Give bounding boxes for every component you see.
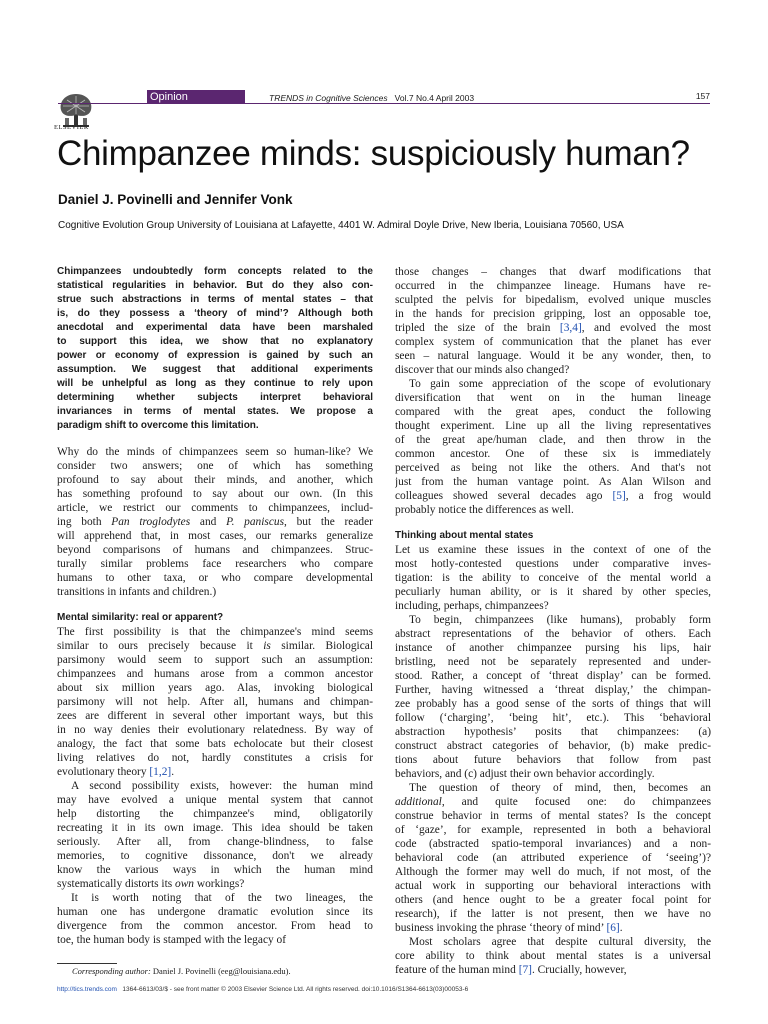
intro-line: has something profound to say about our own. (In this (57, 488, 373, 500)
para5-line: business invoking the phrase ‘theory of mind’ [6]. (395, 922, 623, 934)
para5-line: The question of theory of mind, then, becomes an (409, 782, 711, 794)
para2-line: common ancestor. One of these six is immediately (395, 448, 711, 460)
para2-line: know the various ways in which the human mind (57, 864, 373, 876)
footnote-rule (57, 963, 117, 964)
para3-line: including, perhaps, chimpanzees? (395, 600, 549, 612)
para2-line: diversification that went on in the human lineage (395, 392, 711, 404)
abstract-line: Chimpanzees undoubtedly form concepts related to the (57, 266, 373, 277)
para3-line: peculiarly human ability, or is it shared by other species, (395, 586, 711, 598)
para5-line: additional, and quite focused one: do chimpanzees (395, 796, 711, 808)
intro-line: consider two answers; one of which has something (57, 460, 373, 472)
para6-line: core ability to think about mental states is a universal (395, 950, 711, 962)
footnote-label: Corresponding author: (72, 966, 151, 976)
para4-line: bristling, need not be separately represented and under- (395, 656, 711, 668)
para1-line: zees are different in several other important ways, but this (57, 710, 373, 722)
abstract-line: statistical regularities in behavior. But do they also con- (57, 280, 373, 291)
para1-line: living relatives do not, hardly constitutes a crisis for (57, 752, 373, 764)
para1-line: The first possibility is that the chimpanzee's mind seems (57, 626, 373, 638)
para2-line: recreating it in its own image. This idea should be taken (57, 822, 373, 834)
header-rule (58, 103, 710, 104)
para1-line: analogy, the fact that some bats echolocate but their closest (57, 738, 373, 750)
intro-line: ing both Pan troglodytes and P. paniscus, but the reader (57, 516, 373, 528)
para3-line: It is worth noting that of the two lineages, the (71, 892, 373, 904)
publisher-logo-text: ELSEVIER (54, 124, 89, 131)
para4-line: follow (‘charging’, ‘being hit’, etc.). This ‘behavioral (395, 712, 711, 724)
section-heading: Thinking about mental states (395, 530, 534, 541)
abstract-line: paradigm shift to overcome this limitation. (57, 420, 259, 431)
section-label: Opinion (150, 91, 188, 103)
intro-line: turally similar problems face researchers who compare (57, 558, 373, 570)
intro-line: beyond comparisons of humans and chimpanzees. Struc- (57, 544, 373, 556)
right-column (395, 265, 711, 977)
journal-volume: Vol.7 No.4 April 2003 (394, 93, 475, 103)
para1-line: seen – natural language. Would it be any wonder, then, to (395, 350, 711, 362)
para5-line: actual work in supporting our behavioral interactions with (395, 880, 711, 892)
para1-line: tripled the size of the brain [3,4], and evolved the most (395, 322, 711, 334)
intro-line: profound to say about their minds, and another, which (57, 474, 373, 486)
intro-line: Why do the minds of chimpanzees seem so human-like? We (57, 446, 373, 458)
intro-line: will apprehend that, in most cases, our remarks generalize (57, 530, 373, 542)
paragraph-gap (57, 433, 373, 445)
paragraph-gap (57, 599, 373, 611)
para1-line: in the hands for precision gripping, lost an opposable toe, (395, 308, 711, 320)
paragraph-gap (395, 517, 711, 529)
para4-line: abstract representations of the behavior of others. Each (395, 628, 711, 640)
para6-line: feature of the human mind [7]. Crucially, however, (395, 964, 627, 976)
page-footer (57, 986, 468, 993)
para4-line: Further, having witnessed a ‘threat display,’ the chimpan- (395, 684, 711, 696)
para2-line: perceived as being not like the others. And that's not (395, 462, 711, 474)
abstract-line: invariances in terms of mental states. We propose a (57, 406, 373, 417)
para2-line: thought experiment. Line up all the living representatives (395, 420, 711, 432)
para1-line: chimpanzees and humans arose from a common ancestor (57, 668, 373, 680)
corresponding-author-footnote (72, 966, 291, 976)
abstract-line: power or economy of expression is gained by such an (57, 350, 373, 361)
para3-line: divergence from the common ancestor. From head to (57, 920, 373, 932)
abstract-line: determining whether subjects interpret behavioral (57, 392, 373, 403)
para4-line: tions about future behaviors that follow from past (395, 754, 711, 766)
para2-line: compared with the great apes, conduct the following (395, 406, 711, 418)
journal-url-link[interactable]: http://tics.trends.com (57, 986, 117, 993)
author-affiliation: Cognitive Evolution Group University of Louisiana at Lafayette, 4401 W. Admiral Doyle Drive, New Iberia, Louisiana 70560, USA (58, 220, 624, 231)
para3-line: toe, the human body is stamped with the legacy of (57, 934, 287, 946)
abstract-line: will be unhelpful as long as they continue to rely upon (57, 378, 373, 389)
para5-line: code (abstracted spatio-temporal invariances) and a non- (395, 838, 711, 850)
para4-line: instance of another chimpanzee pursing his lips, hair (395, 642, 711, 654)
para2-line: colleagues showed several decades ago [5], a frog would (395, 490, 711, 502)
footnote-text: Daniel J. Povinelli (eeg@louisiana.edu). (152, 966, 291, 976)
abstract-line: assumption. We suggest that additional experiments (57, 364, 373, 375)
para5-line: Although the former may well do much, if not most, of the (395, 866, 711, 878)
para1-line: parsimony will not help. After all, humans and chimpan- (57, 696, 373, 708)
journal-name: TRENDS in Cognitive Sciences (269, 93, 388, 103)
para3-line: most hotly-contested questions under comparative inves- (395, 558, 711, 570)
para5-line: behavioral code (an attributed experience of ‘seeing’)? (395, 852, 711, 864)
left-column (57, 265, 373, 947)
journal-citation (269, 93, 474, 103)
para1-line: sculpted the pelvis for bipedalism, evolved unique muscles (395, 294, 711, 306)
section-heading: Mental similarity: real or apparent? (57, 612, 224, 623)
para5-line: construe behavior in terms of mental states? Is the concept (395, 810, 711, 822)
para1-line: about six million years ago. Alas, invoking biological (57, 682, 373, 694)
para1-line: similar to ours precisely because it is similar. Biological (57, 640, 373, 652)
article-authors: Daniel J. Povinelli and Jennifer Vonk (58, 192, 293, 207)
intro-line: humans to other taxa, or who compare developmental (57, 572, 373, 584)
para2-line: just from the human vantage point. As Alan Wilson and (395, 476, 711, 488)
intro-line: article, we restrict our comments to chimpanzees, includ- (57, 502, 373, 514)
article-title: Chimpanzee minds: suspiciously human? (57, 134, 690, 173)
abstract-line: anecdotal and experimental data have been marshaled (57, 322, 373, 333)
para5-line: research), if the latter is not present, then we have no (395, 908, 711, 920)
para1-line: those changes – changes that dwarf modifications that (395, 266, 711, 278)
para1-line: occurred in the chimpanzee lineage. Humans have re- (395, 280, 711, 292)
para1-line: in no way denies their evolutionary relatedness. By way of (57, 724, 373, 736)
para2-line: A second possibility exists, however: the human mind (71, 780, 373, 792)
para1-line: complex system of communication that the planet has ever (395, 336, 711, 348)
para4-line: zee probably has a good sense of the sorts of things that will (395, 698, 711, 710)
para3-line: human one has undergone dramatic evolution since its (57, 906, 373, 918)
para1-line: evolutionary theory [1,2]. (57, 766, 175, 778)
para5-line: of ‘gaze’, for example, represented in both a behavioral (395, 824, 711, 836)
abstract-line: is, do they possess a ‘theory of mind’? Although both (57, 308, 373, 319)
para2-line: of the great ape/human clade, and then throw in the (395, 434, 711, 446)
copyright-doi: 1364-6613/03/$ - see front matter © 2003 Elsevier Science Ltd. All rights reserved. doi:10.1016/S1364-6613(03)00053-6 (122, 986, 469, 993)
page-number: 157 (695, 91, 710, 101)
abstract-line: strue such abstractions in terms of mental states – that (57, 294, 373, 305)
para5-line: others (and hence ought to be a greater focal point for (395, 894, 711, 906)
para2-line: memories, to cognitive dissonance, don't we already (57, 850, 373, 862)
para1-line: parsimony would seem to support such an assumption: (57, 654, 373, 666)
para4-line: construct abstract categories of behavior, (b) make predic- (395, 740, 711, 752)
para3-line: Let us examine these issues in the context of one of the (395, 544, 711, 556)
para2-line: seriously. After all, from change-blindness, to false (57, 836, 373, 848)
intro-line: transitions in infants and children.) (57, 586, 217, 598)
para1-line: discover that our minds also changed? (395, 364, 570, 376)
para2-line: systematically distorts its own workings? (57, 878, 245, 890)
para3-line: tigation: is the ability to conceive of the mental world a (395, 572, 711, 584)
para4-line: To begin, chimpanzees (like humans), probably form (409, 614, 711, 626)
para4-line: abstraction hypothesis’ posits that chimpanzees: (a) (395, 726, 711, 738)
para2-line: may have evolved a unique mental system that cannot (57, 794, 373, 806)
para4-line: behaviors, and (c) adjust their own behavior accordingly. (395, 768, 655, 780)
para6-line: Most scholars agree that despite cultural diversity, the (409, 936, 711, 948)
para2-line: help distorting the chimpanzee's mind, obligatorily (57, 808, 373, 820)
abstract-line: to support this idea, we show that no explanatory (57, 336, 373, 347)
para4-line: stood. Rather, a concept of ‘threat display’ can be formed. (395, 670, 711, 682)
para2-line: probably notice the differences as well. (395, 504, 574, 516)
para2-line: To gain some appreciation of the scope of evolutionary (409, 378, 711, 390)
